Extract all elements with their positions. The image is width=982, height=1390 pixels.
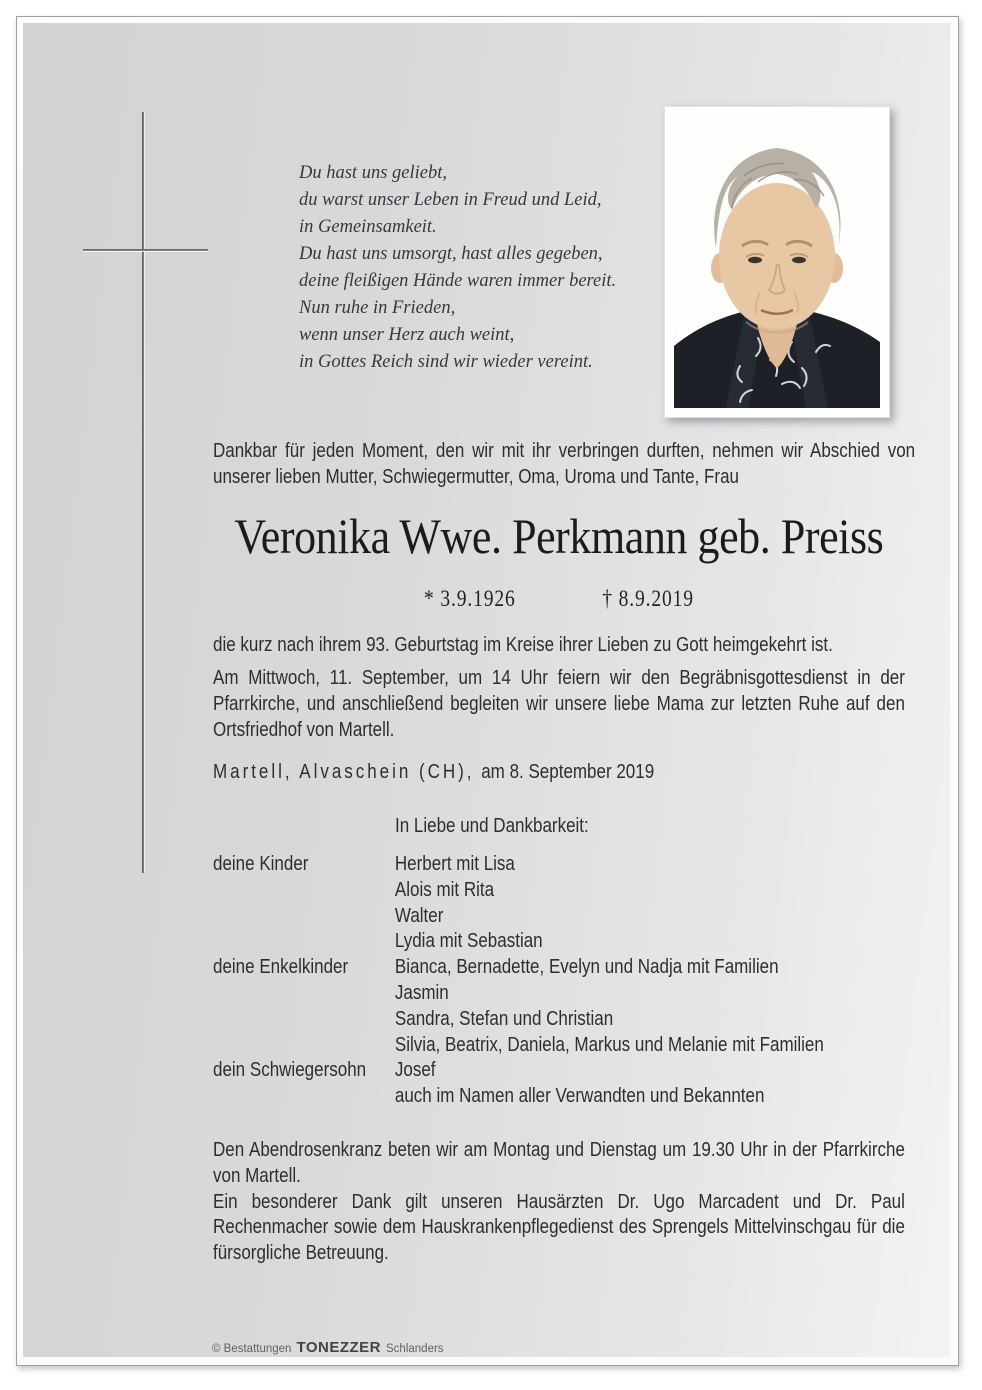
birth-date: * 3.9.1926 xyxy=(424,586,516,611)
death-date: † 8.9.2019 xyxy=(602,586,694,611)
family-member-names: auch im Namen aller Verwandten und Bekannten xyxy=(394,1085,765,1108)
family-member-names: Jasmin xyxy=(394,981,449,1004)
memorial-cross-horizontal-line xyxy=(83,249,208,251)
funeral-home-credit xyxy=(212,1339,444,1356)
notices-block xyxy=(213,1138,982,1267)
memorial-cross-vertical-line xyxy=(142,112,144,873)
family-member-names: Josef xyxy=(394,1059,436,1082)
family-row xyxy=(213,929,905,955)
family-member-names: Sandra, Stefan und Christian xyxy=(394,1007,614,1030)
dateline-date: am 8. September 2019 xyxy=(481,761,655,783)
life-dates xyxy=(213,586,905,612)
family-role-label xyxy=(213,1033,395,1059)
family-member-names: Walter xyxy=(394,904,444,927)
family-role-label xyxy=(213,1007,395,1033)
family-list xyxy=(213,852,982,1110)
family-member-names: Bianca, Bernadette, Evelyn und Nadja mit Familien xyxy=(394,956,779,979)
family-row xyxy=(213,1007,905,1033)
closing-text: In Liebe und Dankbarkeit: xyxy=(395,815,589,837)
rosary-notice: Den Abendrosenkranz beten wir am Montag und Dienstag um 19.30 Uhr in der Pfarrkirche von Martell. xyxy=(213,1139,905,1187)
funeral-paragraph xyxy=(213,666,982,743)
family-role-label xyxy=(213,878,395,904)
poem-line: in Gemeinsamkeit. xyxy=(299,217,437,237)
dateline-place: Martell, Alvaschein (CH), xyxy=(213,761,475,783)
homecoming-text: die kurz nach ihrem 93. Geburtstag im Kreise ihrer Lieben zu Gott heimgekehrt ist. xyxy=(213,634,833,656)
intro-text: Dankbar für jeden Moment, den wir mit ihr verbringen durften, nehmen wir Abschied von unserer lieben Mutter, Schwiegermutter, Oma, Uroma und Tante, Frau xyxy=(213,440,916,488)
family-role-label xyxy=(213,929,395,955)
family-row xyxy=(213,981,905,1007)
poem-line: wenn unser Herz auch weint, xyxy=(299,325,515,345)
family-row xyxy=(213,904,905,930)
funeral-home-brand: TONEZZER xyxy=(296,1339,382,1356)
poem-line: du warst unser Leben in Freud und Leid, xyxy=(299,190,602,210)
deceased-name-title xyxy=(213,508,905,564)
poem-line: Du hast uns umsorgt, hast alles gegeben, xyxy=(299,244,603,264)
family-row xyxy=(213,878,905,904)
credit-suffix: Schlanders xyxy=(386,1343,444,1355)
family-member-names: Herbert mit Lisa xyxy=(394,853,515,875)
intro-paragraph xyxy=(213,438,982,490)
family-role-label: deine Enkelkinder xyxy=(213,956,349,979)
poem-line: Du hast uns geliebt, xyxy=(299,163,447,183)
family-row xyxy=(213,852,905,878)
poem-line: in Gottes Reich sind wir wieder vereint. xyxy=(299,352,593,372)
family-row xyxy=(213,1058,905,1084)
family-role-label xyxy=(213,904,395,930)
portrait-illustration xyxy=(674,116,880,408)
homecoming-paragraph xyxy=(213,633,942,659)
family-role-label: deine Kinder xyxy=(213,853,309,875)
family-member-names: Lydia mit Sebastian xyxy=(394,930,543,953)
family-role-label: dein Schwiegersohn xyxy=(213,1059,367,1082)
dateline xyxy=(213,760,732,786)
closing-phrase xyxy=(395,814,623,840)
deceased-name-text: Veronika Wwe. Perkmann geb. Preiss xyxy=(234,508,884,564)
portrait-photo xyxy=(664,106,890,418)
family-row xyxy=(213,955,905,981)
family-role-label xyxy=(213,981,395,1007)
family-row xyxy=(213,1084,905,1110)
family-member-names: Silvia, Beatrix, Daniela, Markus und Melanie mit Familien xyxy=(394,1033,824,1056)
family-member-names: Alois mit Rita xyxy=(394,878,495,901)
memorial-poem xyxy=(299,160,616,376)
poem-line: Nun ruhe in Frieden, xyxy=(299,298,456,318)
funeral-text: Am Mittwoch, 11. September, um 14 Uhr feiern wir den Begräbnisgottesdienst in der Pfarrkirche, und anschließend begleiten wir unsere liebe Mama zur letzten Ruhe auf den Ortsfriedhof von Martell. xyxy=(213,667,905,741)
family-row xyxy=(213,1033,905,1059)
family-role-label xyxy=(213,1084,395,1110)
poem-line: deine fleißigen Hände waren immer bereit. xyxy=(299,271,617,291)
credit-prefix: © Bestattungen xyxy=(212,1343,292,1355)
thanks-notice: Ein besonderer Dank gilt unseren Hausärzten Dr. Ugo Marcadent und Dr. Paul Rechenmacher sowie dem Hauskrankenpflegedienst des Sprengels Mittelvinschgau für die fürsorgliche Betreuung. xyxy=(213,1190,905,1265)
